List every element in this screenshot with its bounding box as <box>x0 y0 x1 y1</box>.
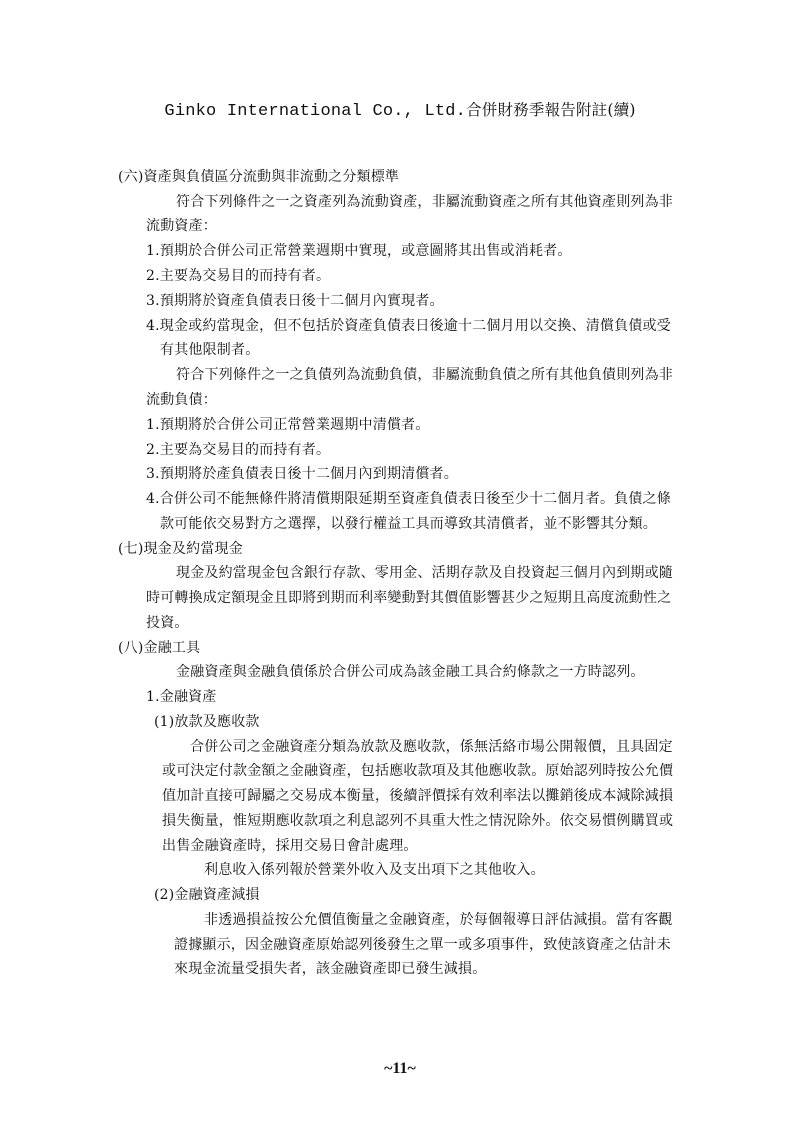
list-item: 4.合併公司不能無條件將清償期限延期至資產負債表日後至少十二個月者。負債之條 <box>146 491 671 507</box>
list-item-continuation: 有其他限制者。 <box>160 342 260 358</box>
paragraph-line: 金融資產與金融負債係於合併公司成為該金融工具合約條款之一方時認列。 <box>176 664 645 680</box>
page-header <box>0 98 800 121</box>
section-heading-6: (六)資產與負債區分流動與非流動之分類標準 <box>118 169 400 185</box>
company-name: Ginko International Co., Ltd. <box>164 102 467 121</box>
paragraph-line: 非透過損益按公允價值衡量之金融資產，於每個報導日評估減損。當有客觀 <box>204 912 673 928</box>
subsection-heading: (1)放款及應收款 <box>154 714 260 730</box>
paragraph-line: 證據顯示，因金融資產原始認列後發生之單一或多項事件，致使該資產之估計未 <box>174 937 671 953</box>
subsection-heading: (2)金融資產減損 <box>154 887 260 903</box>
list-item: 1.預期將於合併公司正常營業週期中清償者。 <box>146 417 430 433</box>
paragraph-line: 來現金流量受損失者，該金融資產即已發生減損。 <box>174 961 487 977</box>
page-number: ~11~ <box>384 1060 416 1077</box>
paragraph-line: 時可轉換成定額現金且即將到期而利率變動對其價值影響甚少之短期且高度流動性之 <box>146 590 672 606</box>
list-item-continuation: 款可能依交易對方之選擇，以發行權益工具而導致其清償者，並不影響其分類。 <box>160 516 657 532</box>
paragraph-line: 或可決定付款金額之金融資產，包括應收款項及其他應收款。原始認列時按公允價 <box>162 763 674 779</box>
list-item: 3.預期將於產負債表日後十二個月內到期清償者。 <box>146 466 458 482</box>
paragraph-line: 流動資產： <box>146 218 217 234</box>
paragraph-line: 損失衡量，惟短期應收款項之利息認列不具重大性之情況除外。依交易慣例購買或 <box>162 813 674 829</box>
paragraph-line: 出售金融資產時，採用交易日會計處理。 <box>162 838 418 854</box>
list-item: 2.主要為交易目的而持有者。 <box>146 442 331 458</box>
paragraph-line: 符合下列條件之一之負債列為流動負債，非屬流動負債之所有其他負債則列為非 <box>176 367 673 383</box>
list-item: 3.預期將於資產負債表日後十二個月內實現者。 <box>146 293 444 309</box>
paragraph-line: 投資。 <box>146 615 189 631</box>
paragraph-line: 流動負債： <box>146 392 217 408</box>
paragraph-line: 值加計直接可歸屬之交易成本衡量，後續評價採有效利率法以攤銷後成本減除減損 <box>162 788 674 804</box>
paragraph-line: 現金及約當現金包含銀行存款、零用金、活期存款及自投資起三個月內到期或隨 <box>176 565 673 581</box>
subsection-heading: 1.金融資產 <box>146 689 217 705</box>
paragraph-line: 符合下列條件之一之資產列為流動資產，非屬流動資產之所有其他資產則列為非 <box>176 194 673 210</box>
section-heading-7: (七)現金及約當現金 <box>118 541 243 557</box>
paragraph-line: 合併公司之金融資產分類為放款及應收款，係無活絡市場公開報價，且具固定 <box>190 739 673 755</box>
list-item: 4.現金或約當現金，但不包括於資產負債表日後逾十二個月用以交換、清償負債或受 <box>146 318 671 334</box>
section-heading-8: (八)金融工具 <box>118 640 201 656</box>
list-item: 2.主要為交易目的而持有者。 <box>146 268 331 284</box>
document-title: 合併財務季報告附註(續) <box>466 101 636 119</box>
paragraph-line: 利息收入係列報於營業外收入及支出項下之其他收入。 <box>204 862 545 878</box>
list-item: 1.預期於合併公司正常營業週期中實現，或意圖將其出售或消耗者。 <box>146 243 572 259</box>
